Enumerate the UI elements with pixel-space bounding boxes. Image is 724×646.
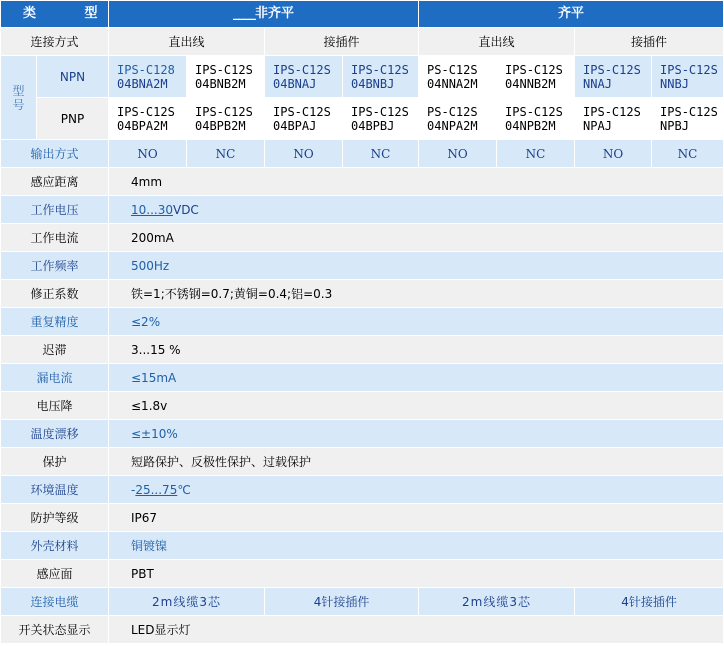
spec-value: 10...30VDC [109, 196, 724, 224]
pnp-model: IPS-C12S 04BPAJ [265, 98, 343, 140]
output-value: NO [575, 140, 652, 168]
output-value: NC [187, 140, 265, 168]
spec-value: -25...75℃ [109, 476, 724, 504]
connection-nonflush-direct: 直出线 [109, 28, 265, 56]
cable-row [1, 588, 724, 616]
output-value: NO [109, 140, 187, 168]
cable-flush-direct: 2m线缆3芯 [419, 588, 575, 616]
spec-value: 铁=1;不锈钢=0.7;黄铜=0.4;铝=0.3 [109, 280, 724, 308]
spec-value: 4mm [109, 168, 724, 196]
npn-model: IPS-C12S NNBJ [652, 56, 724, 98]
spec-label: 防护等级 [1, 504, 109, 532]
spec-value: 铜镀镍 [109, 532, 724, 560]
spec-value: 短路保护、反极性保护、过载保护 [109, 448, 724, 476]
indicator-label: 开关状态显示 [1, 616, 109, 644]
connection-flush-plug: 接插件 [575, 28, 724, 56]
spec-label: 环境温度 [1, 476, 109, 504]
output-value: NO [419, 140, 497, 168]
spec-row [1, 364, 724, 392]
spec-value: ≤15mA [109, 364, 724, 392]
spec-value: 3...15 % [109, 336, 724, 364]
spec-row [1, 336, 724, 364]
spec-label: 工作电压 [1, 196, 109, 224]
cable-nonflush-direct: 2m线缆3芯 [109, 588, 265, 616]
spec-label: 外壳材料 [1, 532, 109, 560]
connection-label: 连接方式 [1, 28, 109, 56]
npn-model: PS-C12S 04NNA2M [419, 56, 497, 98]
pnp-model: IPS-C12S 04BPA2M [109, 98, 187, 140]
spec-label: 温度漂移 [1, 420, 109, 448]
npn-model: IPS-C128 04BNA2M [109, 56, 187, 98]
indicator-value: LED显示灯 [109, 616, 724, 644]
spec-row [1, 392, 724, 420]
pnp-label: PNP [37, 98, 109, 140]
pnp-model: IPS-C12S NPAJ [575, 98, 652, 140]
connection-flush-direct: 直出线 [419, 28, 575, 56]
model-label: 型号 [1, 56, 37, 140]
spec-value: IP67 [109, 504, 724, 532]
spec-row [1, 308, 724, 336]
output-label: 输出方式 [1, 140, 109, 168]
spec-label: 工作电流 [1, 224, 109, 252]
npn-model: IPS-C12S 04BNBJ [343, 56, 419, 98]
spec-label: 保护 [1, 448, 109, 476]
header-nonflush: ____非齐平 [109, 1, 419, 28]
spec-label: 感应距离 [1, 168, 109, 196]
spec-label: 工作频率 [1, 252, 109, 280]
npn-row [1, 56, 724, 98]
spec-label: 重复精度 [1, 308, 109, 336]
spec-row [1, 280, 724, 308]
npn-model: IPS-C12S 04BNAJ [265, 56, 343, 98]
connection-row [1, 28, 724, 56]
spec-label: 迟滞 [1, 336, 109, 364]
spec-value: 500Hz [109, 252, 724, 280]
cable-flush-plug: 4针接插件 [575, 588, 724, 616]
header-flush: 齐平 [419, 1, 724, 28]
output-value: NC [343, 140, 419, 168]
header-type: 类 型 [1, 1, 109, 28]
output-value: NC [497, 140, 575, 168]
spec-label: 电压降 [1, 392, 109, 420]
cable-nonflush-plug: 4针接插件 [265, 588, 419, 616]
output-value: NC [652, 140, 724, 168]
spec-row [1, 532, 724, 560]
header-nonflush-prefix: ____ [233, 6, 255, 21]
output-value: NO [265, 140, 343, 168]
pnp-row [1, 98, 724, 140]
npn-model: IPS-C12S 04NNB2M [497, 56, 575, 98]
npn-label: NPN [37, 56, 109, 98]
spec-label: 修正系数 [1, 280, 109, 308]
spec-row [1, 560, 724, 588]
spec-value: ≤1.8v [109, 392, 724, 420]
pnp-model: IPS-C12S 04NPB2M [497, 98, 575, 140]
spec-value: PBT [109, 560, 724, 588]
spec-label: 感应面 [1, 560, 109, 588]
pnp-model: IPS-C12S 04BPBJ [343, 98, 419, 140]
output-row [1, 140, 724, 168]
spec-row [1, 476, 724, 504]
spec-value: 200mA [109, 224, 724, 252]
spec-row [1, 420, 724, 448]
pnp-model: IPS-C12S 04BPB2M [187, 98, 265, 140]
cable-label: 连接电缆 [1, 588, 109, 616]
pnp-model: PS-C12S 04NPA2M [419, 98, 497, 140]
spec-row [1, 196, 724, 224]
pnp-model: IPS-C12S NPBJ [652, 98, 724, 140]
spec-row [1, 504, 724, 532]
npn-model: IPS-C12S NNAJ [575, 56, 652, 98]
spec-row [1, 252, 724, 280]
npn-model: IPS-C12S 04BNB2M [187, 56, 265, 98]
spec-row [1, 224, 724, 252]
header-row [1, 1, 724, 28]
connection-nonflush-plug: 接插件 [265, 28, 419, 56]
spec-value: ≤2% [109, 308, 724, 336]
spec-row [1, 168, 724, 196]
spec-value: ≤±10% [109, 420, 724, 448]
spec-label: 漏电流 [1, 364, 109, 392]
spec-row [1, 448, 724, 476]
indicator-row [1, 616, 724, 644]
